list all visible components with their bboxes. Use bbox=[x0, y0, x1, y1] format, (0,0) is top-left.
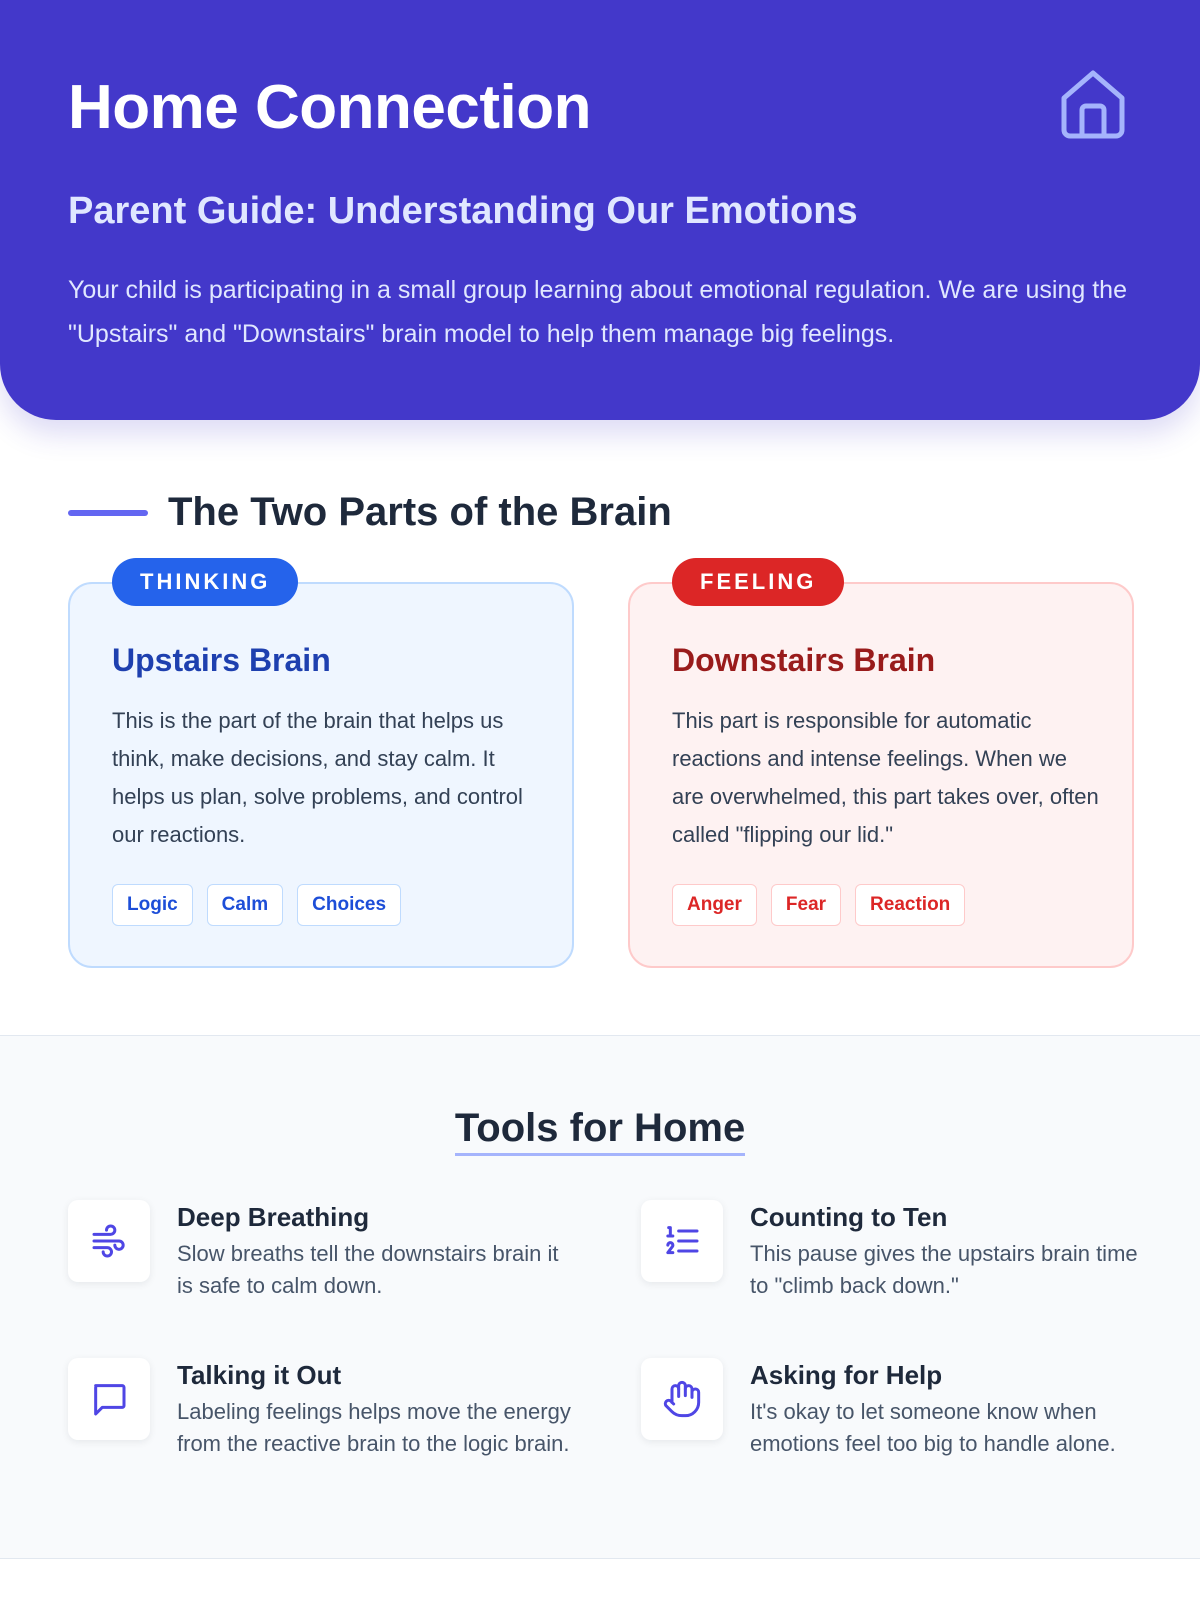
tag-list bbox=[672, 884, 965, 926]
brain-section-title: The Two Parts of the Brain bbox=[168, 490, 672, 534]
upstairs-brain-card bbox=[68, 569, 574, 968]
wind-icon bbox=[89, 1221, 129, 1261]
tag-list bbox=[112, 884, 401, 926]
tool-description: Slow breaths tell the downstairs brain it is safe to calm down. bbox=[177, 1241, 559, 1298]
tag-logic: Logic bbox=[112, 884, 193, 926]
thinking-badge: THINKING bbox=[112, 558, 298, 606]
tool-item-deep-breathing bbox=[68, 1200, 568, 1340]
card-description: This is the part of the brain that helps us think, make decisions, and stay calm. It helps us plan, solve problems, and control our reactions. bbox=[112, 708, 523, 847]
tool-title: Counting to Ten bbox=[750, 1202, 948, 1232]
speech-bubble-icon bbox=[89, 1379, 129, 1419]
feeling-badge: FEELING bbox=[672, 558, 844, 606]
card-title: Upstairs Brain bbox=[112, 642, 331, 678]
downstairs-brain-card bbox=[628, 569, 1134, 968]
tools-section-title: Tools for Home bbox=[455, 1106, 745, 1156]
tool-item-counting-to-ten bbox=[641, 1200, 1141, 1340]
tool-item-asking-for-help bbox=[641, 1358, 1141, 1498]
card-title: Downstairs Brain bbox=[672, 642, 936, 678]
tool-description: This pause gives the upstairs brain time to "climb back down." bbox=[750, 1241, 1138, 1298]
home-icon bbox=[1058, 68, 1128, 140]
section-accent-line bbox=[68, 510, 148, 516]
tag-choices: Choices bbox=[297, 884, 401, 926]
tag-anger: Anger bbox=[672, 884, 757, 926]
header-banner bbox=[0, 0, 1200, 420]
tag-reaction: Reaction bbox=[855, 884, 965, 926]
tool-title: Asking for Help bbox=[750, 1360, 943, 1390]
tool-title: Deep Breathing bbox=[177, 1202, 370, 1232]
tool-title: Talking it Out bbox=[177, 1360, 342, 1390]
tag-calm: Calm bbox=[207, 884, 283, 926]
card-description: This part is responsible for automatic reactions and intense feelings. When we are overwhelmed, this part takes over, often called "flipping our lid." bbox=[672, 708, 1099, 847]
numbered-list-icon bbox=[662, 1221, 702, 1261]
intro-paragraph: Your child is participating in a small group learning about emotional regulation. We are using the "Upstairs" and "Downstairs" brain model to help them manage big feelings. bbox=[68, 276, 1127, 348]
tool-description: Labeling feelings helps move the energy from the reactive brain to the logic brain. bbox=[177, 1399, 571, 1456]
tag-fear: Fear bbox=[771, 884, 841, 926]
hand-icon bbox=[662, 1379, 702, 1419]
tool-item-talking-it-out bbox=[68, 1358, 571, 1498]
page-subtitle: Parent Guide: Understanding Our Emotions bbox=[68, 190, 858, 232]
tool-description: It's okay to let someone know when emotions feel too big to handle alone. bbox=[750, 1399, 1116, 1456]
tools-section bbox=[0, 1035, 1200, 1559]
page-title: Home Connection bbox=[68, 73, 591, 142]
